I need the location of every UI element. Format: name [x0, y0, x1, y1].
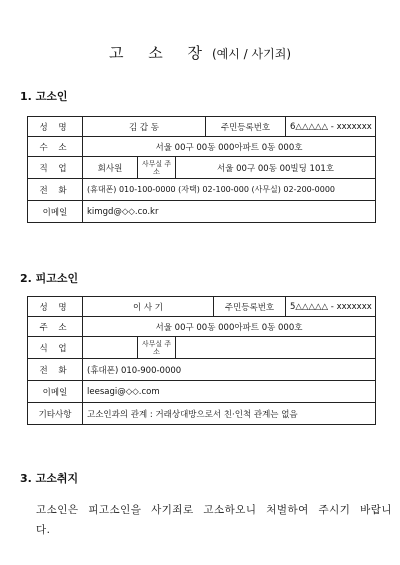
complainant-address-label: 수 소 [28, 137, 83, 157]
complainant-address: 서울 00구 00동 000아파트 0동 000호 [83, 137, 376, 157]
title-main: 고 소 장 [108, 44, 212, 62]
complainant-rrn-label: 주민등록번호 [206, 117, 286, 137]
accused-rrn: 5△△△△△ - xxxxxxx [286, 297, 376, 317]
accused-rrn-label: 주민등록번호 [214, 297, 286, 317]
purpose-text: 고소인은 피고소인을 사기죄로 고소하오니 처벌하여 주시기 바랍니다. [36, 504, 392, 536]
accused-other: 고소인과의 관계 : 거래상대방으로서 친·인척 관계는 없음 [83, 403, 376, 425]
accused-name-label: 성 명 [28, 297, 83, 317]
accused-phone: (휴대폰) 010-900-0000 [83, 359, 376, 381]
complainant-job: 회사원 [83, 157, 138, 179]
complainant-office-label: 사무실 주소 [138, 157, 176, 179]
complainant-name: 김 갑 동 [83, 117, 206, 137]
accused-other-label: 기타사항 [28, 403, 83, 425]
accused-name: 이 사 기 [83, 297, 214, 317]
complainant-email-label: 이메일 [28, 201, 83, 223]
complainant-table [27, 116, 376, 223]
accused-heading: 2. 피고소인 [20, 272, 79, 285]
complainant-phone-label: 전 화 [28, 179, 83, 201]
document-title [0, 42, 400, 63]
accused-job [83, 337, 138, 359]
accused-office [176, 337, 376, 359]
complainant-heading: 1. 고소인 [20, 90, 68, 103]
purpose-heading: 3. 고소취지 [20, 472, 79, 485]
complainant-phone: (휴대폰) 010-100-0000 (자택) 02-100-000 (사무실) 02-200-0000 [83, 179, 376, 201]
complainant-office: 서울 00구 00동 00빌딩 101호 [176, 157, 376, 179]
accused-office-label: 사무실 주소 [138, 337, 176, 359]
accused-job-label: 식 업 [28, 337, 83, 359]
complainant-rrn: 6△△△△△ - xxxxxxx [286, 117, 376, 137]
accused-table [27, 296, 376, 425]
complainant-email: kimgd@◇◇.co.kr [83, 201, 376, 223]
complainant-job-label: 직 업 [28, 157, 83, 179]
title-subtitle: (예시 / 사기죄) [212, 47, 291, 61]
accused-phone-label: 전 화 [28, 359, 83, 381]
complainant-name-label: 성 명 [28, 117, 83, 137]
accused-email-label: 이메일 [28, 381, 83, 403]
accused-email: leesagi@◇◇.com [83, 381, 376, 403]
accused-address: 서울 00구 00동 000아파트 0동 000호 [83, 317, 376, 337]
accused-address-label: 주 소 [28, 317, 83, 337]
